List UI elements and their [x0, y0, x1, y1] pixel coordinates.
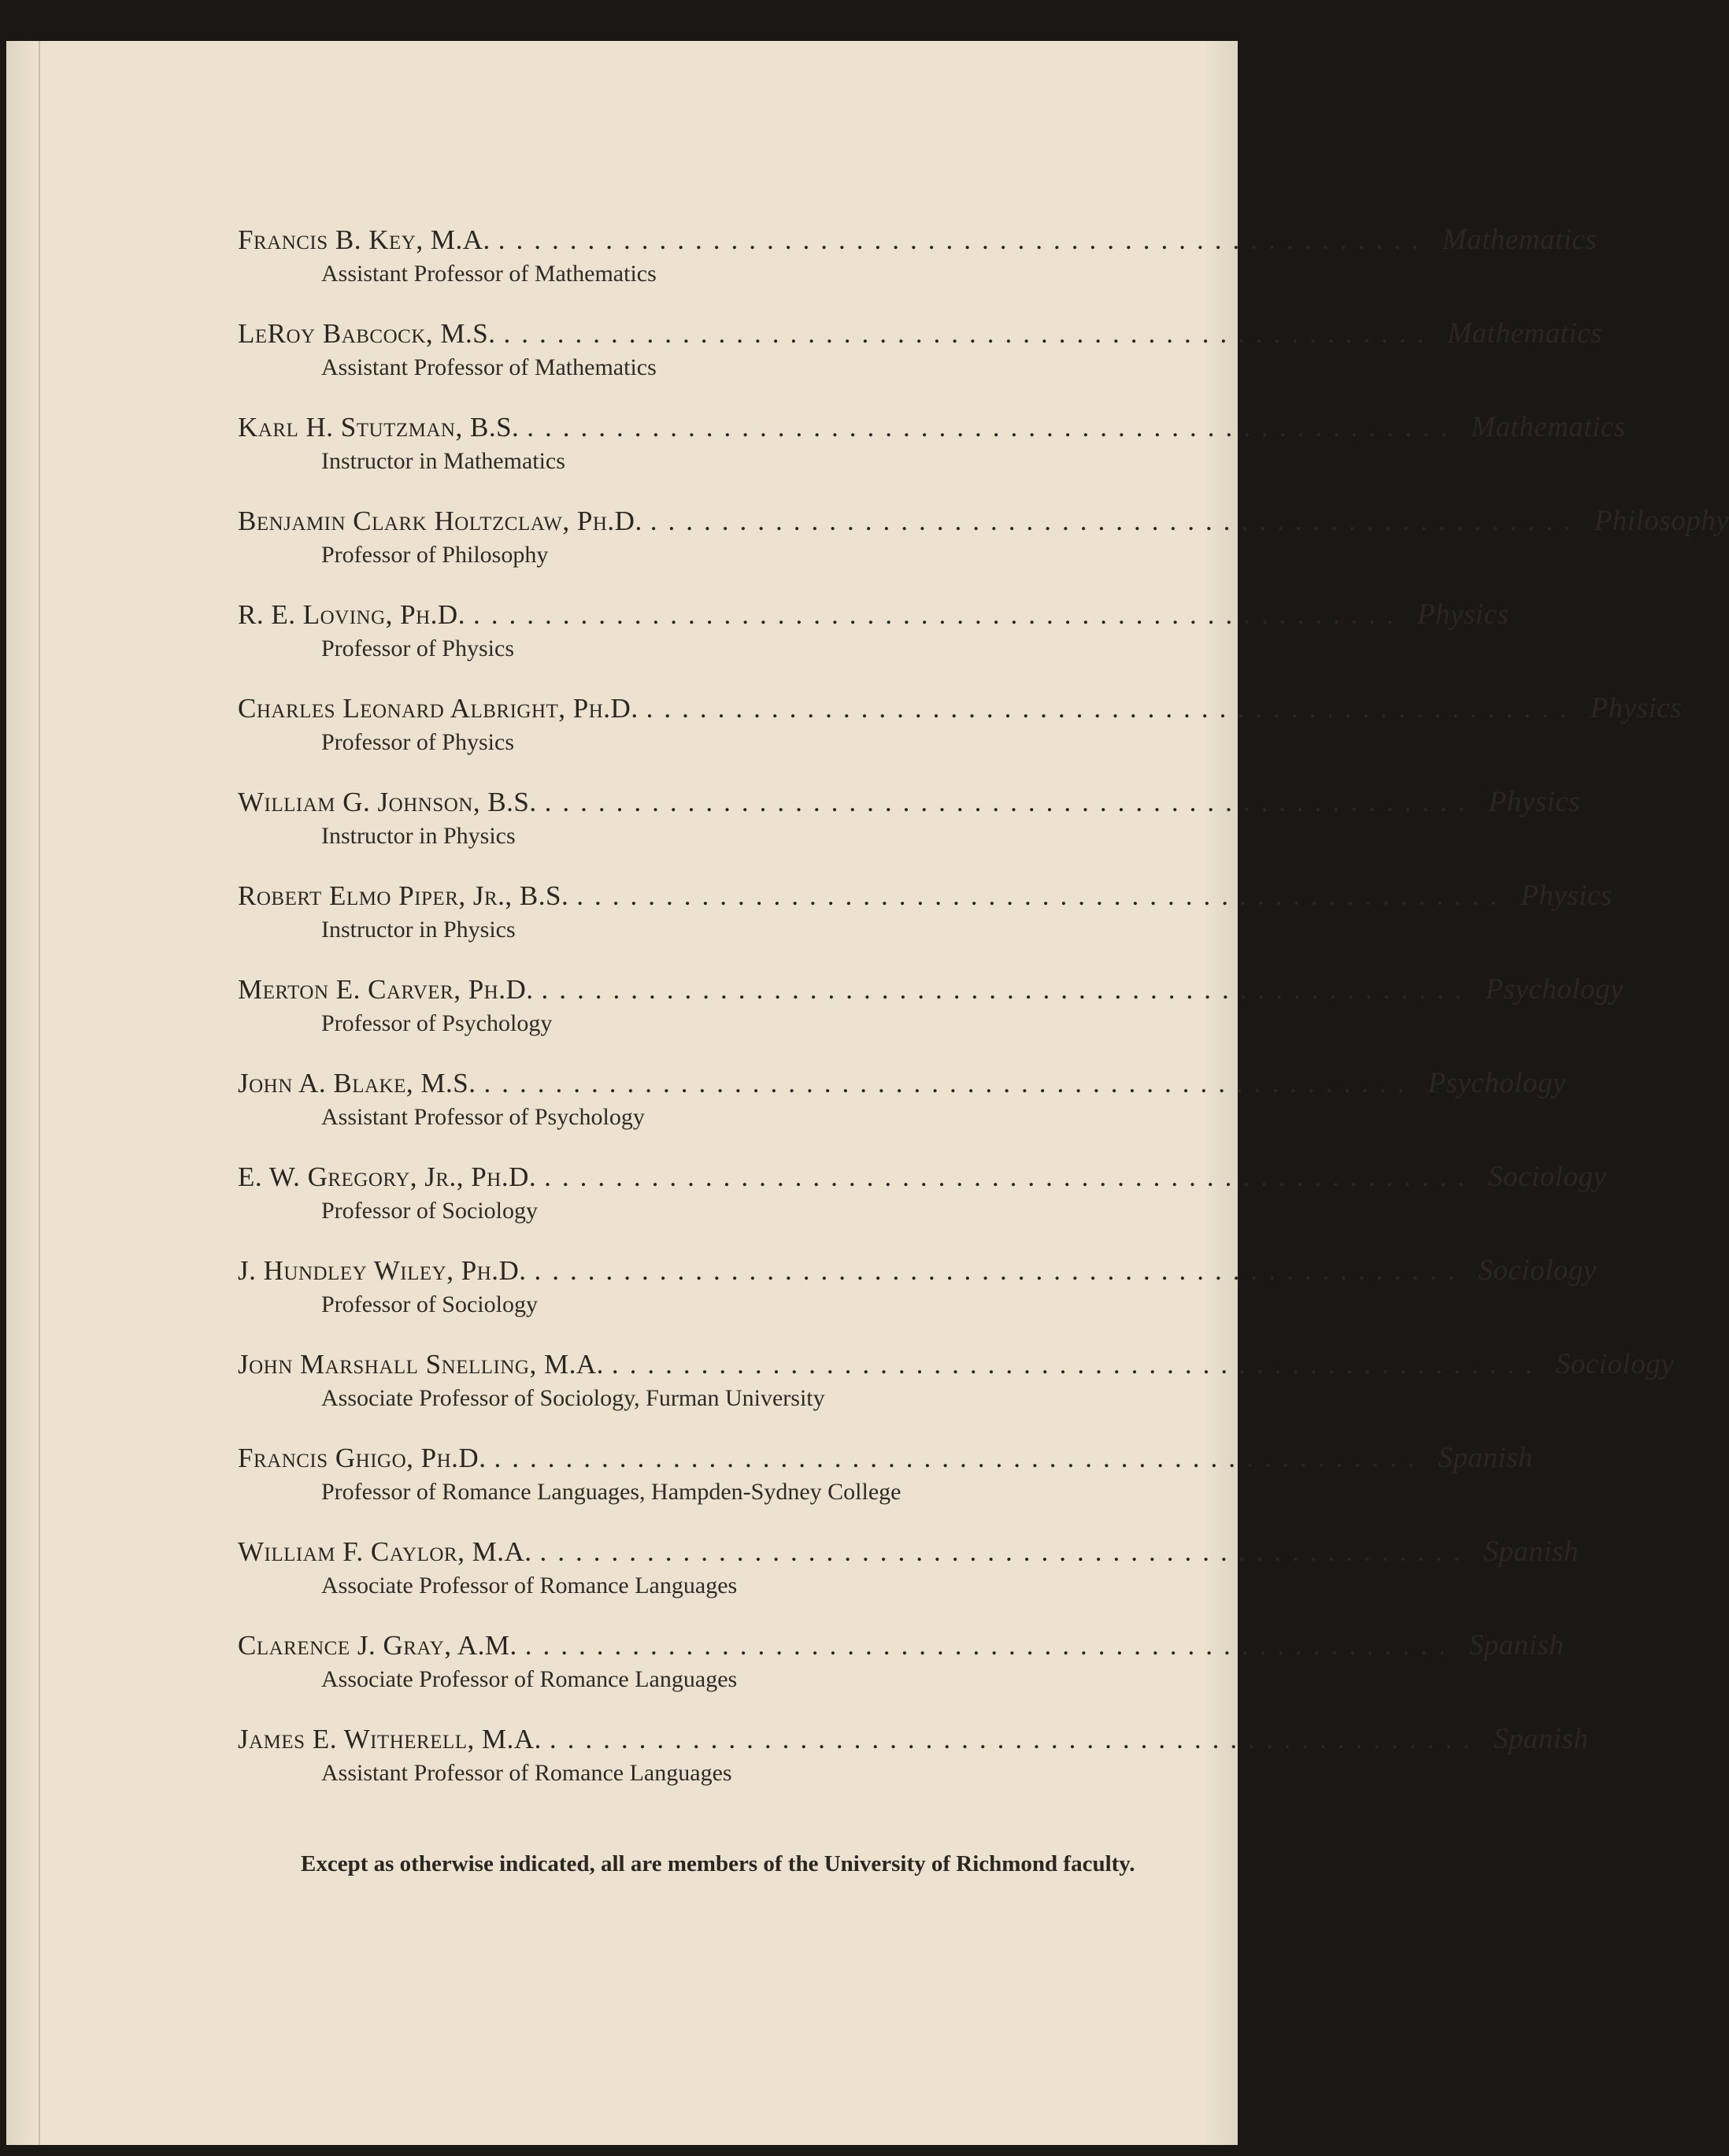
faculty-entry — [238, 223, 1598, 317]
faculty-title: Assistant Professor of Psychology — [321, 1104, 645, 1130]
department: Spanish — [1438, 1442, 1534, 1474]
faculty-name: James E. Witherell, M.A. — [238, 1724, 542, 1754]
leader-dots: .................................................... — [527, 412, 1459, 443]
leader-dots: .................................................... — [524, 1630, 1457, 1661]
faculty-name: Clarence J. Gray, A.M. — [238, 1630, 517, 1661]
faculty-title: Professor of Sociology — [321, 1291, 538, 1317]
department: Sociology — [1478, 1254, 1597, 1287]
department: Sociology — [1488, 1161, 1607, 1193]
department: Spanish — [1483, 1536, 1579, 1568]
binding-edge — [39, 41, 40, 2145]
department: Sociology — [1555, 1348, 1675, 1380]
department: Spanish — [1468, 1629, 1564, 1661]
leader-dots: .................................................... — [503, 318, 1435, 349]
faculty-name: Robert Elmo Piper, Jr., B.S. — [238, 880, 569, 911]
faculty-entry — [238, 1722, 1589, 1816]
faculty-entry — [238, 972, 1624, 1066]
leader-dots: .................................................... — [544, 1161, 1476, 1192]
department: Physics — [1416, 598, 1509, 631]
faculty-title: Associate Professor of Romance Languages — [321, 1666, 738, 1692]
department: Physics — [1488, 786, 1581, 818]
faculty-name: John A. Blake, M.S. — [238, 1068, 476, 1098]
faculty-title: Professor of Physics — [321, 729, 514, 755]
footnote: Except as otherwise indicated, all are members of the University of Richmond faculty. — [301, 1851, 1135, 1876]
faculty-name: E. W. Gregory, Jr., Ph.D. — [238, 1161, 537, 1192]
faculty-name: Karl H. Stutzman, B.S. — [238, 412, 520, 443]
leader-dots: .................................................... — [494, 1443, 1426, 1473]
faculty-title: Assistant Professor of Mathematics — [321, 261, 657, 287]
faculty-title: Professor of Physics — [321, 635, 514, 661]
department: Spanish — [1493, 1723, 1589, 1755]
faculty-entry — [238, 504, 1729, 598]
leader-dots: .................................................... — [650, 506, 1582, 536]
department: Philosophy — [1594, 505, 1729, 537]
leader-dots: .................................................... — [539, 1536, 1472, 1567]
faculty-name: William G. Johnson, B.S. — [238, 787, 537, 817]
faculty-name: R. E. Loving, Ph.D. — [238, 599, 465, 630]
faculty-title: Professor of Sociology — [321, 1198, 538, 1224]
faculty-entry — [238, 1160, 1607, 1254]
faculty-entry — [238, 691, 1683, 785]
faculty-name: Charles Leonard Albright, Ph.D. — [238, 693, 639, 724]
leader-dots: .................................................... — [576, 880, 1509, 911]
leader-dots: .................................................... — [472, 599, 1405, 630]
leader-dots: .................................................... — [498, 224, 1430, 255]
faculty-name: Francis Ghigo, Ph.D. — [238, 1443, 487, 1473]
faculty-title: Instructor in Physics — [321, 823, 516, 849]
department: Physics — [1520, 880, 1612, 912]
department: Psychology — [1427, 1067, 1567, 1099]
department: Mathematics — [1447, 317, 1603, 350]
leader-dots: .................................................... — [541, 974, 1473, 1005]
faculty-title: Professor of Philosophy — [321, 542, 549, 568]
leader-dots: .................................................... — [483, 1068, 1416, 1098]
department: Psychology — [1485, 973, 1624, 1006]
faculty-name: Francis B. Key, M.A. — [238, 224, 491, 255]
leader-dots: .................................................... — [544, 787, 1476, 817]
faculty-title: Associate Professor of Sociology, Furman University — [321, 1385, 825, 1411]
leader-dots: .................................................... — [646, 693, 1578, 724]
department: Mathematics — [1471, 411, 1626, 443]
faculty-title: Instructor in Physics — [321, 917, 516, 943]
faculty-name: J. Hundley Wiley, Ph.D. — [238, 1255, 527, 1286]
faculty-name: Merton E. Carver, Ph.D. — [238, 974, 534, 1005]
faculty-name: LeRoy Babcock, M.S. — [238, 318, 496, 349]
faculty-title: Assistant Professor of Mathematics — [321, 354, 657, 380]
faculty-entry — [238, 1628, 1564, 1722]
department: Mathematics — [1442, 224, 1598, 256]
faculty-title: Associate Professor of Romance Languages — [321, 1573, 738, 1598]
faculty-list — [238, 223, 1729, 1816]
faculty-entry — [238, 879, 1612, 972]
faculty-name: Benjamin Clark Holtzclaw, Ph.D. — [238, 506, 642, 536]
faculty-entry — [238, 598, 1509, 691]
faculty-title: Instructor in Mathematics — [321, 448, 565, 474]
leader-dots: .................................................... — [611, 1349, 1543, 1380]
faculty-entry — [238, 1066, 1567, 1160]
faculty-entry — [238, 1347, 1675, 1441]
faculty-entry — [238, 1254, 1597, 1347]
faculty-title: Assistant Professor of Romance Languages — [321, 1760, 732, 1786]
leader-dots: .................................................... — [549, 1724, 1481, 1754]
faculty-title: Professor of Psychology — [321, 1010, 553, 1036]
department: Physics — [1590, 692, 1683, 724]
faculty-entry — [238, 317, 1603, 410]
faculty-name: John Marshall Snelling, M.A. — [238, 1349, 604, 1380]
faculty-name: William F. Caylor, M.A. — [238, 1536, 532, 1567]
leader-dots: .................................................... — [534, 1255, 1466, 1286]
faculty-entry — [238, 785, 1581, 879]
faculty-entry — [238, 1441, 1534, 1535]
faculty-title: Professor of Romance Languages, Hampden-Sydney College — [321, 1479, 902, 1505]
faculty-entry — [238, 1535, 1579, 1628]
faculty-entry — [238, 410, 1626, 504]
